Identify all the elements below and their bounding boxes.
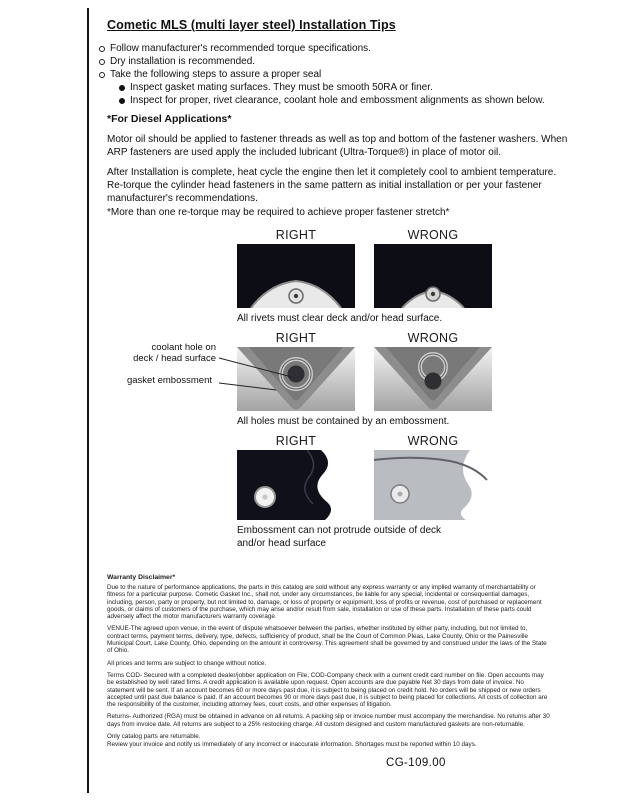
disclaimer-paragraph: Terms COD- Secured with a completed dealer/jobber application on File, COD-Company check with a current credit card number on file. Open accounts may be established by well rated firms. A credit application is available upon request. Open accounts are due payable Net 30 days from date of invoice. No statement will be sent. If an account becomes 60 or more days past due, it is subject to being placed on credit hold. No orders will be shipped or new orders accepted until past due balance is paid. If an account becomes 90 or more days past due, it is subject to being placed for collections. All costs of collection are the responsibility of the customer, including attorney fees, court costs, and other expenses of litigation. [107,671,548,709]
coolant-hole-callout [112,342,216,364]
disclaimer-paragraph: VENUE-The agreed upon venue, in the event of dispute whatsoever between the parties, whether instituted by either party, including, but not limited to, contract terms, payment terms, delivery, type, defects, sufficiency of product, shall be the Court of Common Pleas, Lake County, Ohio or the Painesville Municipal Court, Lake County, Ohio, depending on the amount in controversy. This agreement shall be governed by and construed under the laws of the State of Ohio. [107,625,547,655]
callout-text: coolant hole on [151,342,216,353]
protrusion-right-diagram [237,450,355,520]
rivet-right-diagram [237,244,355,308]
page-left-border [87,8,89,793]
wrong-label: WRONG [407,331,459,345]
disclaimer-paragraph: Returns- Authorized (RGA) must be obtained in advance on all returns. A packing slip or invoice number must accompany the merchandise. No returns after 30 days from invoice date. All returns are subject to a 25% restocking charge. All custom designed and custom manufactured gaskets are non-returnable. [107,713,550,728]
figure-row-rivets [237,228,492,325]
page-number: CG-109.00 [386,757,446,769]
list-item [99,68,569,81]
protrusion-wrong-diagram [374,450,492,520]
diesel-applications-heading: *For Diesel Applications* [107,113,232,125]
filled-bullet-icon [119,98,125,104]
list-item [99,55,569,68]
open-bullet-icon [99,72,105,78]
figure-panels [237,450,492,520]
diesel-paragraph-1: Motor oil should be applied to fastener threads as well as top and bottom of the fastener washers. When ARP fasteners are used apply the included lubricant (Ultra-Torque®) in place of motor oil. [107,134,568,158]
tip-text: Follow manufacturer's recommended torque specifications. [110,43,371,54]
gasket-embossment-callout: gasket embossment [126,375,212,386]
retorque-note: *More than one re-torque may be required to achieve proper fastener stretch* [107,207,450,218]
warranty-disclaimer [107,574,551,754]
tip-text: Dry installation is recommended. [110,56,256,67]
disclaimer-paragraph: All prices and terms are subject to change without notice. [107,659,267,667]
list-item [99,42,569,55]
tip-text: Inspect for proper, rivet clearance, coolant hole and embossment alignments as shown below. [130,95,545,106]
wrong-label: WRONG [407,228,459,242]
disclaimer-paragraph: Review your invoice and notify us immediately of any incorrect or inaccurate information. Shortages must be reported within 10 days. [107,741,477,749]
caption-line: and/or head surface [237,538,326,549]
right-label: RIGHT [275,434,317,448]
figure-labels [237,228,492,242]
right-label: RIGHT [275,228,317,242]
figure-caption: All holes must be contained by an embossment. [237,416,450,427]
rivet-wrong-diagram [374,244,492,308]
tip-text: Inspect gasket mating surfaces. They must be smooth 50RA or finer. [130,82,433,93]
embossment-wrong-diagram [374,347,492,411]
figure-caption: All rivets must clear deck and/or head surface. [237,313,443,324]
figure-panels [237,244,492,308]
filled-bullet-icon [119,85,125,91]
disclaimer-paragraph: Only catalog parts are returnable. [107,733,201,741]
tips-list [99,42,569,107]
page-title: Cometic MLS (multi layer steel) Installation Tips [107,18,396,32]
callout-text: deck / head surface [133,353,216,364]
callout-leader-lines [218,350,303,396]
diesel-paragraph-2: After Installation is complete, heat cycle the engine then let it completely cool to ambient temperature. Re-torque the cylinder head fasteners in the same pattern as initial installation or per your fastener manufacturer's recommendations. [107,167,557,204]
open-bullet-icon [99,46,105,52]
tip-text: Take the following steps to assure a proper seal [110,69,322,80]
open-bullet-icon [99,59,105,65]
list-item [119,81,569,94]
figure-labels [237,331,492,345]
figure-labels [237,434,492,448]
caption-line: Embossment can not protrude outside of deck [237,525,442,536]
figure-row-protrusion [237,434,492,550]
disclaimer-paragraph: Due to the nature of performance applications, the parts in this catalog are sold without any express warranty or any implied warranty of merchantability or fitness for a particular purpose. Cometic Gasket Inc., shall not, under any circumstances, be liable for any special, incidental or consequential damages, including, person, party or property, but not limited to, damage, or loss of property or equipment, loss of profits or revenue, cost of purchased or replacement goods, or claims of customers of the purchase, which may arise and/or result from sale, installation or use of these parts. Installation of these parts could adversely affect the motor manufacturers warranty coverage. [107,584,542,621]
figure-caption [237,524,492,550]
disclaimer-heading: Warranty Disclaimer* [107,574,176,581]
right-label: RIGHT [275,331,317,345]
list-item [119,94,569,107]
wrong-label: WRONG [407,434,459,448]
